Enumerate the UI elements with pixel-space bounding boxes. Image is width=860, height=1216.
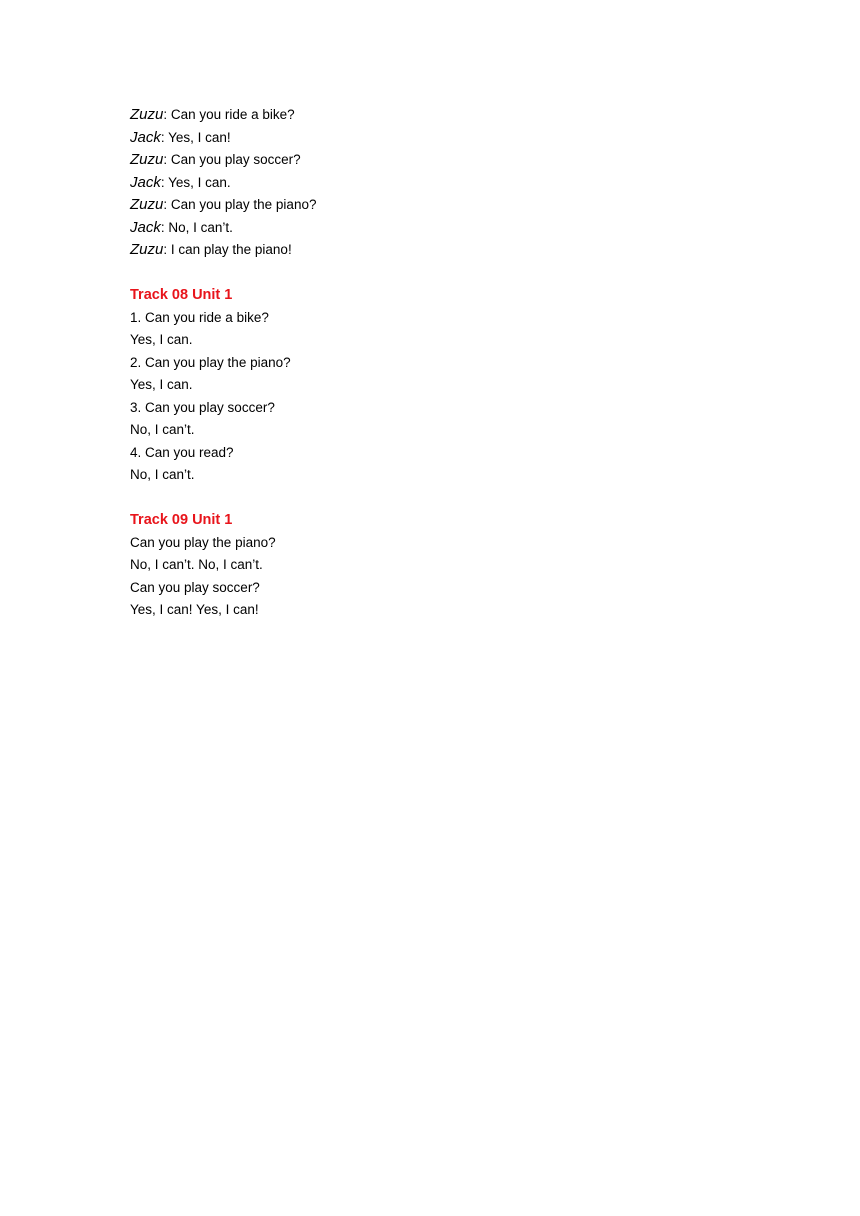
dialogue-line bbox=[130, 149, 790, 172]
transcript-line: 2. Can you play the piano? bbox=[130, 354, 291, 370]
transcript-line: 1. Can you ride a bike? bbox=[130, 309, 269, 325]
track-heading: Track 09 Unit 1 bbox=[130, 512, 233, 528]
dialogue-text: : I can play the piano! bbox=[163, 242, 292, 257]
transcript-line: Can you play soccer? bbox=[130, 579, 260, 595]
transcript-line: Yes, I can. bbox=[130, 332, 193, 347]
section-spacer bbox=[130, 262, 790, 285]
dialogue-text: : Yes, I can. bbox=[160, 174, 231, 190]
speaker-name: Zuzu bbox=[130, 241, 164, 258]
speaker-name: Zuzu bbox=[130, 106, 164, 123]
transcript-line: Can you play the piano? bbox=[130, 534, 276, 550]
speaker-name: Jack bbox=[130, 173, 161, 191]
track-09-section bbox=[130, 509, 790, 622]
transcript-line: No, I can’t. No, I can’t. bbox=[130, 557, 263, 572]
section-spacer bbox=[130, 487, 790, 510]
track-08-section bbox=[130, 284, 790, 487]
transcript-line: Yes, I can. bbox=[130, 377, 193, 392]
speaker-name: Jack bbox=[130, 218, 161, 236]
dialogue-line bbox=[130, 172, 790, 195]
dialogue-text: : Can you play the piano? bbox=[163, 197, 317, 212]
dialogue-line bbox=[130, 217, 790, 240]
track-heading: Track 08 Unit 1 bbox=[130, 287, 233, 303]
dialogue-text: : Can you play soccer? bbox=[163, 152, 301, 167]
dialogue-line bbox=[130, 127, 790, 150]
speaker-name: Jack bbox=[130, 128, 161, 146]
transcript-line: Yes, I can! Yes, I can! bbox=[130, 602, 259, 617]
speaker-name: Zuzu bbox=[130, 196, 164, 213]
transcript-line: No, I can’t. bbox=[130, 467, 195, 482]
dialogue-text: : Yes, I can! bbox=[160, 129, 231, 145]
dialogue-line bbox=[130, 239, 790, 262]
transcript-line: 3. Can you play soccer? bbox=[130, 399, 275, 415]
dialogue-line bbox=[130, 194, 790, 217]
dialogue-line bbox=[130, 104, 790, 127]
dialogue-text: : No, I can’t. bbox=[160, 219, 233, 235]
dialogue-section bbox=[130, 104, 790, 262]
dialogue-text: : Can you ride a bike? bbox=[163, 107, 295, 122]
transcript-line: No, I can’t. bbox=[130, 422, 195, 437]
transcript-line: 4. Can you read? bbox=[130, 444, 234, 460]
speaker-name: Zuzu bbox=[130, 151, 164, 168]
transcript-page bbox=[130, 104, 790, 622]
